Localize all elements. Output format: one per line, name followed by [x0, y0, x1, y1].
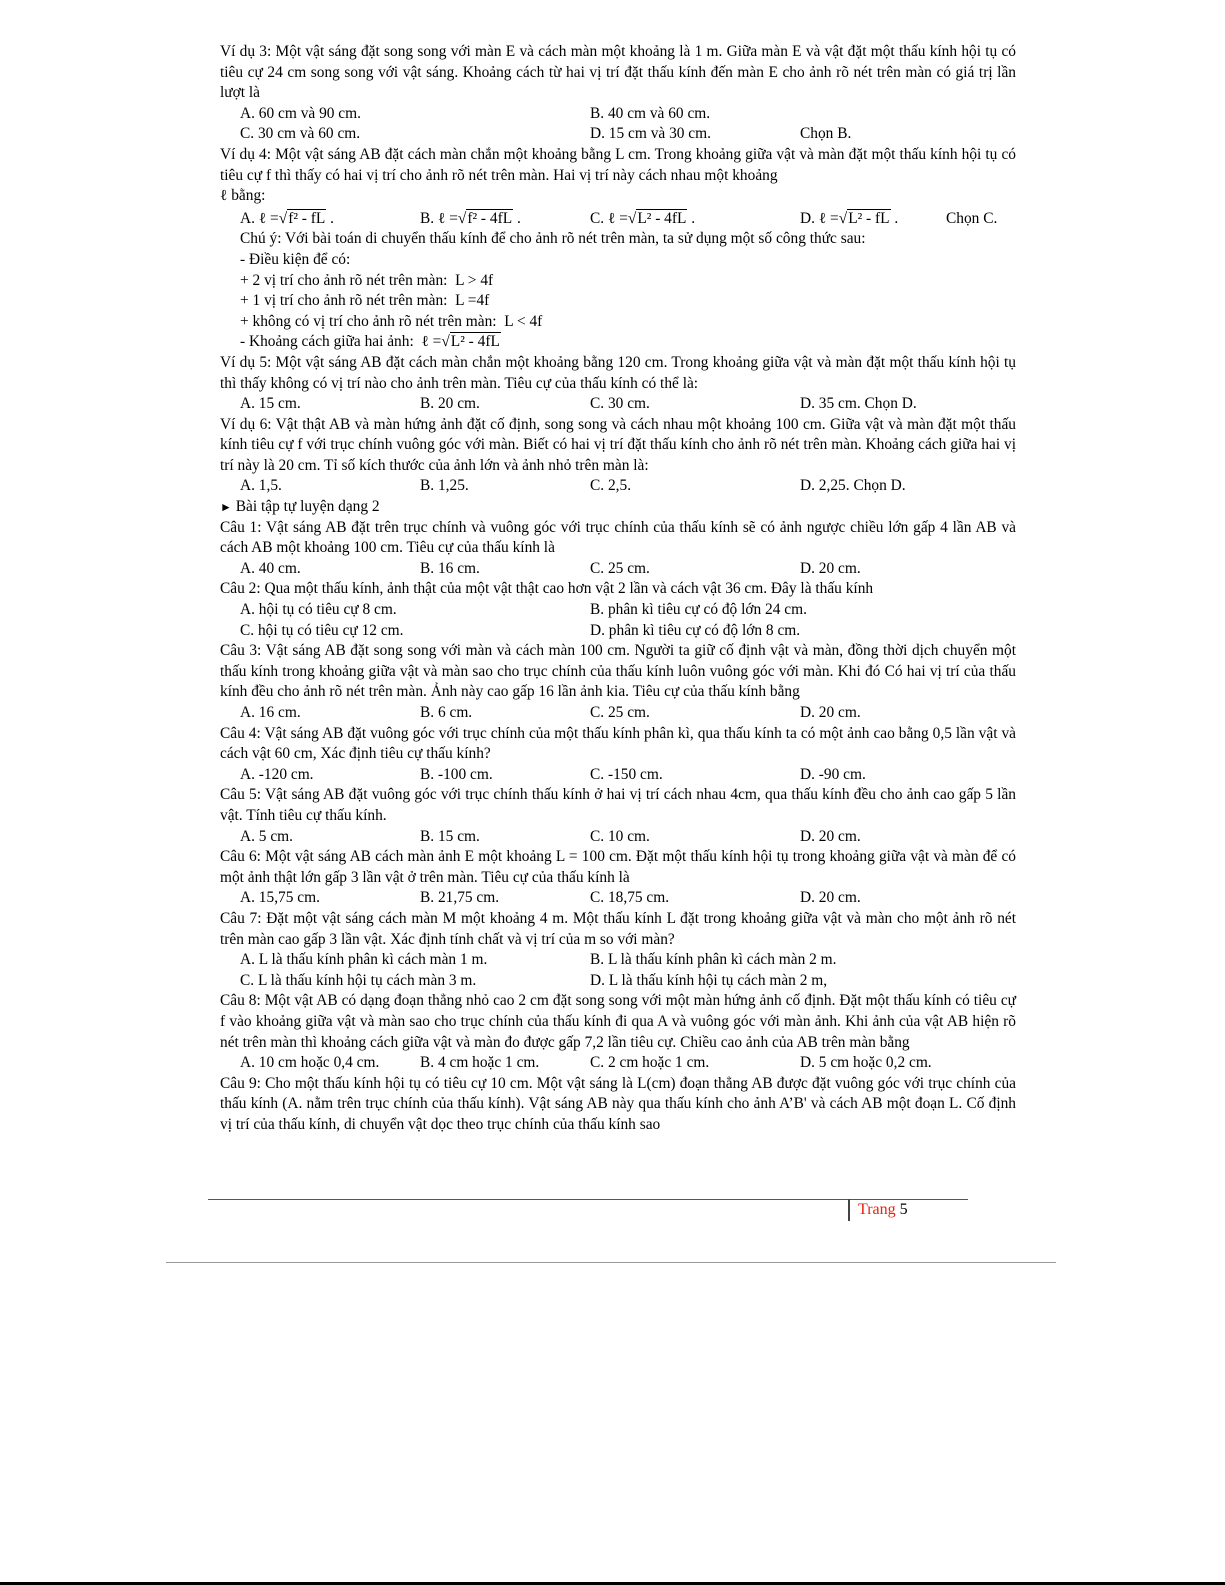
option-b: B. 20 cm. [420, 395, 480, 413]
footer-divider [848, 1199, 850, 1221]
option-c: C. 18,75 cm. [590, 889, 670, 907]
section-heading: ► Bài tập tự luyện dạng 2 [220, 498, 380, 516]
option-d: D. 15 cm và 30 cm. [590, 125, 711, 143]
option-c: C. 30 cm và 60 cm. [240, 125, 361, 143]
option-d: D. ℓ =√L² - fL . [800, 209, 899, 227]
note-line: + 2 vị trí cho ảnh rõ nét trên màn: L > 4f [240, 271, 494, 289]
triangle-bullet-icon: ► [220, 500, 232, 515]
option-c: C. L là thấu kính hội tụ cách màn 3 m. [240, 971, 477, 989]
option-c: C. ℓ =√L² - 4fL . [590, 209, 696, 227]
page-number: Trang 5 [858, 1201, 908, 1218]
note-condition: - Điều kiện để có: [240, 250, 351, 268]
option-c: C. 10 cm. [590, 827, 650, 845]
footer-rule [208, 1199, 968, 1200]
answers-row [220, 888, 1016, 909]
option-b: B. 4 cm hoặc 1 cm. [420, 1054, 540, 1072]
option-b: B. 6 cm. [420, 704, 473, 721]
example-4: Ví dụ 4: Một vật sáng AB đặt cách màn chắn một khoảng bằng L cm. Trong khoảng giữa vật và màn đặt một thấu kính hội tụ có tiêu cự f thì thấy có hai vị trí cho ảnh rõ nét trên màn. Hai vị trí này cách nhau một khoảng [220, 145, 1016, 184]
question-5: Câu 5: Vật sáng AB đặt vuông góc với trục chính thấu kính ở hai vị trí cách nhau 4cm, qua thấu kính đều cho ảnh cao gấp 5 lần vật. Tính tiêu cự thấu kính. [220, 786, 1016, 824]
option-b: B. 40 cm và 60 cm. [590, 104, 711, 122]
option-c: C. 2,5. [590, 477, 632, 495]
option-d: D. 20 cm. [800, 559, 861, 577]
answers-row [220, 1053, 1016, 1074]
note-line: + 1 vị trí cho ảnh rõ nét trên màn: L =4f [240, 292, 490, 310]
answers-row [220, 621, 1016, 642]
question-2: Câu 2: Qua một thấu kính, ảnh thật của một vật thật cao hơn vật 2 lần và cách vật 36 cm. Đây là thấu kính [220, 580, 874, 598]
option-a: A. 40 cm. [240, 559, 301, 577]
question-4: Câu 4: Vật sáng AB đặt vuông góc với trục chính của một thấu kính phân kì, qua thấu kính ta có một ảnh cao bằng 0,5 lần vật và cách vật 60 cm, Xác định tiêu cự thấu kính? [220, 724, 1016, 763]
question-3: Câu 3: Vật sáng AB đặt song song với màn và cách màn 100 cm. Người ta giữ cố định vật và màn, đồng thời dịch chuyển một thấu kính trong khoảng giữa vật và màn sao cho trục chính của thấu kính luôn vuông góc với màn. Khi đó Có hai vị trí của thấu kính đều cho ảnh rõ nét trên màn. Ảnh này cao gấp 16 lần ảnh kia. Tiêu cự của thấu kính bằng [220, 642, 1016, 701]
option-d: D. L là thấu kính hội tụ cách màn 2 m, [590, 971, 828, 989]
option-b: B. phân kì tiêu cự có độ lớn 24 cm. [590, 601, 807, 619]
option-d: D. 35 cm. Chọn D. [800, 395, 917, 413]
option-c: C. 2 cm hoặc 1 cm. [590, 1054, 710, 1072]
example-4-tail: ℓ bằng: [220, 187, 266, 205]
answers-row [220, 600, 1016, 621]
option-a: A. 5 cm. [240, 827, 294, 845]
option-a: A. 16 cm. [240, 704, 301, 721]
answers-row [220, 209, 1016, 230]
option-d: D. 20 cm. [800, 704, 861, 721]
option-a: A. 10 cm hoặc 0,4 cm. [240, 1054, 380, 1072]
option-a: A. -120 cm. [240, 765, 314, 783]
option-a: A. L là thấu kính phân kì cách màn 1 m. [240, 951, 488, 969]
option-c: C. 25 cm. [590, 559, 650, 577]
question-9: Câu 9: Cho một thấu kính hội tụ có tiêu cự 10 cm. Một vật sáng là L(cm) đoạn thẳng AB được đặt vuông góc với trục chính của thấu kính (A. nằm trên trục chính của thấu kính). Vật sáng AB này qua thấu kính cho ảnh A’B' và cách AB một đoạn L. Cố định vị trí của thấu kính, di chuyển vật dọc theo trục chính của thấu kính sao [220, 1074, 1016, 1133]
option-b: B. -100 cm. [420, 765, 493, 783]
answers-row [220, 765, 1016, 786]
answers-row [220, 971, 1016, 992]
example-5: Ví dụ 5: Một vật sáng AB đặt cách màn chắn một khoảng bằng 120 cm. Trong khoảng giữa vật và màn đặt một thấu kính hội tụ thì thấy không có vị trí nào cho ảnh trên màn. Tiêu cự của thấu kính có thể là: [220, 353, 1016, 392]
option-d: D. 20 cm. [800, 827, 861, 845]
answer-key: Chọn C. [946, 209, 998, 227]
option-b: B. 21,75 cm. [420, 889, 500, 907]
option-b: B. 16 cm. [420, 559, 480, 577]
option-b: B. 15 cm. [420, 827, 480, 845]
answers-row [220, 104, 1016, 125]
option-a: A. 60 cm và 90 cm. [240, 104, 361, 122]
option-d: D. -90 cm. [800, 765, 866, 783]
answers-row [220, 124, 1016, 145]
option-d: D. 5 cm hoặc 0,2 cm. [800, 1054, 932, 1072]
option-d: D. phân kì tiêu cự có độ lớn 8 cm. [590, 621, 801, 639]
example-6: Ví dụ 6: Vật thật AB và màn hứng ảnh đặt cố định, song song và cách nhau một khoảng 100 cm. Giữa vật và màn đặt một thấu kính tiêu cự f với trục chính vuông góc với màn. Biết có hai vị trí đặt thấu kính cho ảnh rõ nét trên màn. Khoảng cách giữa hai vị trí này là 20 cm. Tỉ số kích thước của ảnh lớn và ảnh nhỏ trên màn là: [220, 415, 1016, 474]
option-c: C. 30 cm. [590, 395, 650, 413]
question-7: Câu 7: Đặt một vật sáng cách màn M một khoảng 4 m. Một thấu kính L đặt trong khoảng giữa vật và màn cho một ảnh rõ nét trên màn cao gấp 3 lần vật. Xác định tính chất và vị trí của m so với màn? [220, 909, 1016, 948]
option-a: A. 15,75 cm. [240, 889, 320, 907]
answers-row [220, 950, 1016, 971]
option-c: C. 25 cm. [590, 704, 650, 721]
note-line: - Khoảng cách giữa hai ảnh: ℓ =√L² - 4fL [240, 333, 500, 351]
option-b: B. ℓ =√f² - 4fL . [420, 209, 521, 227]
answers-row [220, 394, 1016, 415]
answers-row [220, 827, 1016, 848]
option-c: C. hội tụ có tiêu cự 12 cm. [240, 621, 404, 639]
answers-row [220, 476, 1016, 497]
note-line: + không có vị trí cho ảnh rõ nét trên màn: L < 4f [240, 312, 543, 330]
option-a: A. 1,5. [240, 477, 282, 495]
option-b: B. L là thấu kính phân kì cách màn 2 m. [590, 951, 837, 969]
question-8: Câu 8: Một vật AB có dạng đoạn thẳng nhỏ cao 2 cm đặt song song với một màn hứng ảnh cố định. Đặt một thấu kính có tiêu cự f vào khoảng giữa vật và màn sao cho trục chính của thấu kính đi qua A và vuông góc với màn ảnh. Khi ảnh của vật AB hiện rõ nét trên màn thì khoảng cách giữa vật và màn đo được gấp 7,2 lần tiêu cự. Chiều cao ảnh của AB trên màn bằng [220, 992, 1016, 1051]
option-d: D. 2,25. Chọn D. [800, 477, 906, 495]
option-a: A. ℓ =√f² - fL . [240, 209, 334, 227]
option-c: C. -150 cm. [590, 765, 663, 783]
answers-row [220, 703, 1016, 724]
option-a: A. 15 cm. [240, 395, 301, 413]
page-body [220, 42, 1016, 1135]
question-6: Câu 6: Một vật sáng AB cách màn ảnh E một khoảng L = 100 cm. Đặt một thấu kính hội tụ trong khoảng giữa vật và màn để có một ảnh thật lớn gấp 3 lần vật ở trên màn. Tiêu cự của thấu kính là [220, 848, 1016, 886]
answer-key: Chọn B. [800, 125, 852, 143]
page-break-rule [166, 1262, 1056, 1263]
question-1: Câu 1: Vật sáng AB đặt trên trục chính và vuông góc với trục chính của thấu kính sẽ có ảnh ngược chiều lớn gấp 4 lần AB và cách AB một khoảng 100 cm. Tiêu cự của thấu kính là [220, 518, 1016, 557]
option-d: D. 20 cm. [800, 889, 861, 907]
note-title: Chú ý: Với bài toán di chuyển thấu kính để cho ảnh rõ nét trên màn, ta sử dụng một số công thức sau: [240, 230, 866, 248]
option-b: B. 1,25. [420, 477, 469, 495]
answers-row [220, 559, 1016, 580]
example-3: Ví dụ 3: Một vật sáng đặt song song với màn E và cách màn một khoảng là 1 m. Giữa màn E và vật đặt một thấu kính hội tụ có tiêu cự 24 cm song song với vật sáng. Khoảng cách từ hai vị trí đặt thấu kính đến màn E cho ảnh rõ nét trên màn có giá trị lần lượt là [220, 43, 1016, 102]
option-a: A. hội tụ có tiêu cự 8 cm. [240, 601, 397, 619]
